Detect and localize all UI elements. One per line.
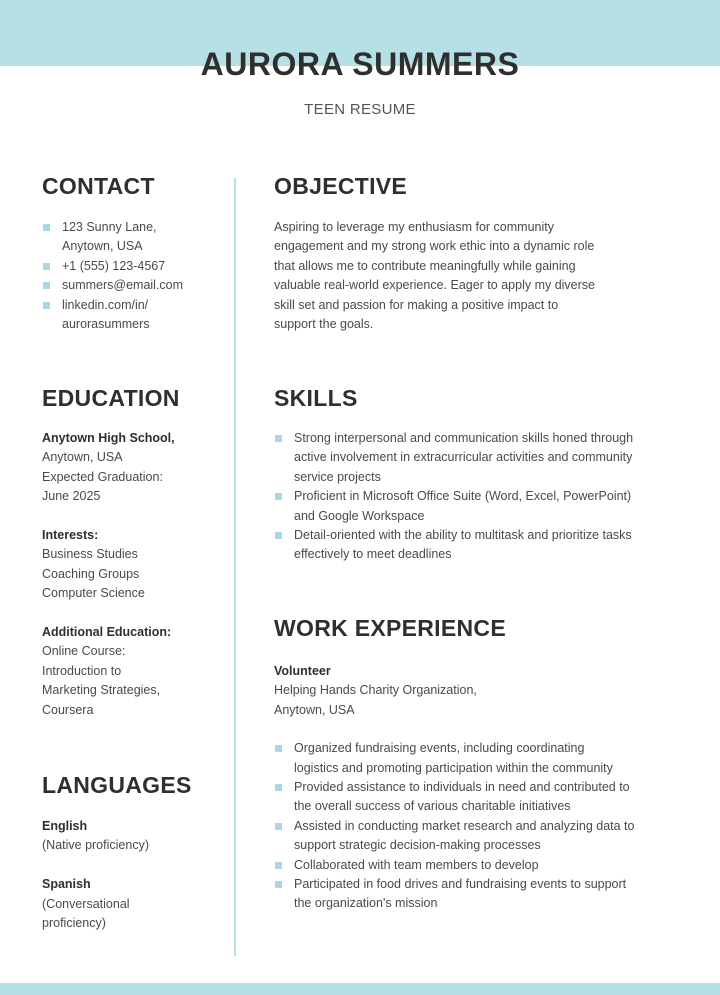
contact-item [42,218,227,257]
languages-heading: LANGUAGES [42,772,192,798]
education-heading: EDUCATION [42,385,180,411]
additional-education-line: Online Course: [42,644,126,659]
language-name: English [42,819,88,833]
bullet-square-icon [43,302,50,309]
additional-education-label: Additional Education: [42,625,172,640]
objective-heading: OBJECTIVE [274,173,408,199]
list-item-line: linkedin.com/in/ [62,297,149,312]
language-item [42,817,227,856]
bullet-square-icon [275,493,282,500]
objective-line: valuable real-world experience. Eager to apply my diverse [274,278,595,293]
objective-line: Aspiring to leverage my enthusiasm for community [274,220,554,234]
list-item-line: summers@email.com [62,278,184,293]
additional-education-line: Introduction to [42,663,122,678]
skill-item [274,526,694,565]
skill-item [274,487,694,526]
contact-item [42,257,227,276]
column-divider [234,178,236,956]
language-level: (Native proficiency) [42,838,149,853]
list-item-line: Proficient in Microsoft Office Suite (Word, Excel, PowerPoint) [294,489,632,504]
bullet-square-icon [275,784,282,791]
contact-list [42,218,227,334]
bullet-square-icon [275,881,282,888]
school-details [42,448,227,506]
contact-heading: CONTACT [42,173,155,199]
language-level: (Conversational [42,896,130,911]
additional-education-line: Coursera [42,702,94,717]
work-heading: WORK EXPERIENCE [274,615,506,641]
list-item-line: the organization's mission [294,896,438,911]
work-section [274,662,694,914]
interests-label: Interests: [42,528,99,543]
work-duty-item [274,856,694,875]
language-name: Spanish [42,877,91,892]
bullet-square-icon [43,224,50,231]
language-item [42,875,227,933]
school-detail-line: Anytown, USA [42,450,123,465]
school-name: Anytown High School, [42,431,175,445]
list-item-line: effectively to meet deadlines [294,547,452,562]
bullet-square-icon [43,282,50,289]
list-item-line: and Google Workspace [294,508,425,523]
list-item-line: Assisted in conducting market research and analyzing data to [294,818,635,833]
list-item-line: 123 Sunny Lane, [62,220,157,234]
list-item-line: Anytown, USA [62,239,143,254]
list-item-line: service projects [294,469,381,484]
list-item-line: Organized fundraising events, including coordinating [294,741,585,756]
interest-item: Coaching Groups [42,566,140,581]
school-detail-line: Expected Graduation: [42,469,163,484]
bullet-square-icon [275,532,282,539]
additional-education-line: Marketing Strategies, [42,683,161,698]
skills-list [274,429,694,565]
work-role: Volunteer [274,664,331,678]
contact-item [42,276,227,295]
interests-list [42,545,227,603]
list-item-line: support strategic decision-making processes [294,838,541,853]
bullet-square-icon [275,435,282,442]
objective-line: engagement and my strong work ethic into a dynamic role [274,239,595,254]
bullet-square-icon [43,263,50,270]
list-item-line: Strong interpersonal and communication skills honed through [294,431,634,445]
interest-item: Computer Science [42,586,145,601]
list-item-line: +1 (555) 123-4567 [62,258,166,273]
list-item-line: Collaborated with team members to develop [294,857,539,872]
footer-band [0,983,720,995]
objective-line: that allows me to contribute meaningfully while gaining [274,258,576,273]
list-item-line: Participated in food drives and fundraising events to support [294,877,627,892]
work-organization [274,681,694,720]
objective-line: support the goals. [274,317,374,332]
candidate-name: AURORA SUMMERS [200,46,520,82]
objective-text [274,218,694,334]
contact-item [42,296,227,335]
list-item-line: Detail-oriented with the ability to multitask and prioritize tasks [294,528,632,543]
list-item-line: Provided assistance to individuals in need and contributed to [294,780,630,795]
list-item-line: logistics and promoting participation within the community [294,760,613,775]
organization-line: Helping Hands Charity Organization, [274,683,477,698]
list-item-line: the overall success of various charitable initiatives [294,799,571,814]
work-duty-item [274,875,694,914]
work-duty-item [274,739,694,778]
skills-heading: SKILLS [274,385,358,411]
work-duty-item [274,817,694,856]
bullet-square-icon [275,862,282,869]
list-item-line: aurorasummers [62,317,150,332]
organization-line: Anytown, USA [274,702,355,717]
education-section [42,429,227,720]
language-level: proficiency) [42,916,106,931]
school-detail-line: June 2025 [42,489,101,504]
additional-education-list [42,642,227,720]
objective-line: skill set and passion for making a positive impact to [274,297,559,312]
interest-item: Business Studies [42,547,138,562]
resume-subtitle: TEEN RESUME [304,101,416,118]
work-duty-item [274,778,694,817]
languages-section [42,817,227,933]
skill-item [274,429,694,487]
bullet-square-icon [275,745,282,752]
bullet-square-icon [275,823,282,830]
list-item-line: active involvement in extracurricular activities and community [294,450,633,465]
